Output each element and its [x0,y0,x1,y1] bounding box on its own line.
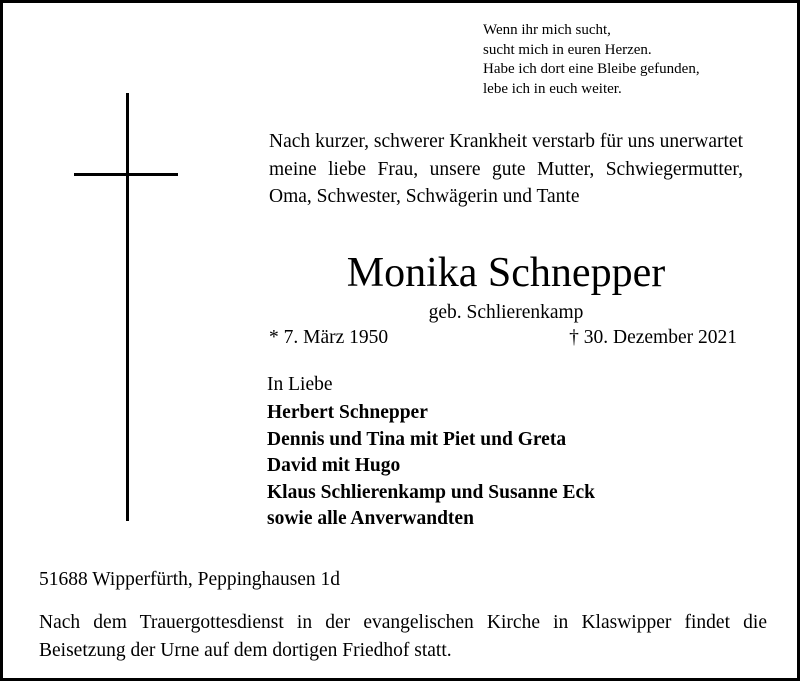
mourner-name: Dennis und Tina mit Piet und Greta [267,428,567,450]
birth-date: * 7. März 1950 [269,327,389,348]
mourner-name: Klaus Schlierenkamp und Susanne Eck [267,481,596,503]
mourner-name: David mit Hugo [267,455,401,476]
deceased-name: Monika Schnepper [346,250,666,296]
maiden-name: geb. Schlierenkamp [428,302,584,323]
mourner-name: sowie alle Anverwandten [267,508,474,529]
mourners-heading: In Liebe [267,374,333,395]
cross-vertical-bar [126,93,129,521]
address: 51688 Wipperfürth, Peppinghausen 1d [39,569,341,590]
death-date: † 30. Dezember 2021 [569,327,737,348]
funeral-notice: Nach dem Trauergottesdienst in der evangelischen Kirche in Klaswipper findet die Beisetzung der Urne auf dem dortigen Friedhof statt. [39,612,767,661]
poem-line: sucht mich in euren Herzen. [483,41,652,58]
poem [483,21,783,99]
poem-line: lebe ich in euch weiter. [483,80,622,97]
intro-text: Nach kurzer, schwerer Krankheit verstarb für uns unerwartet meine liebe Frau, unsere gute Mutter, Schwiegermutter, Oma, Schwester, Schwägerin und Tante [269,131,743,207]
cross-horizontal-bar [74,173,178,176]
mourners-list [267,400,595,533]
mourner-name: Herbert Schnepper [267,402,428,423]
poem-line: Wenn ihr mich sucht, [483,22,611,38]
poem-line: Habe ich dort eine Bleibe gefunden, [483,61,700,77]
